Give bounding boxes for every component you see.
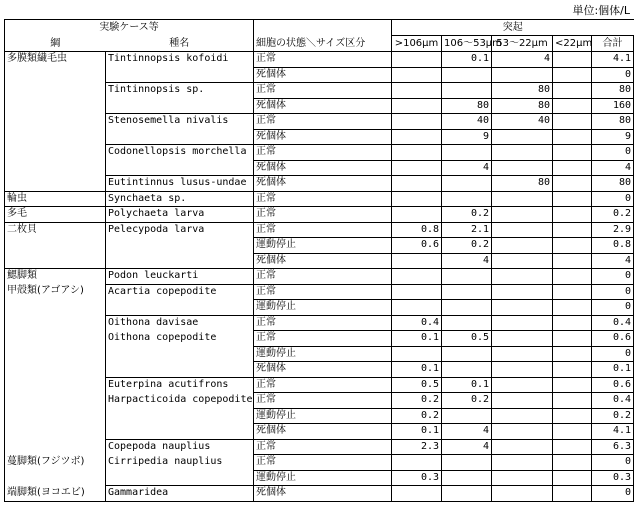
- total-cell: 4.1: [592, 424, 634, 440]
- value-cell-2: [442, 455, 492, 471]
- state-cell: 死個体: [254, 253, 392, 269]
- species-cell: Eutintinnus lusus-undae: [106, 176, 254, 192]
- value-cell-2: [442, 191, 492, 207]
- state-cell: 正常: [254, 269, 392, 285]
- class-cell: 甲殻類(アゴアシ): [5, 284, 106, 300]
- value-cell-2: 4: [442, 160, 492, 176]
- total-cell: 0: [592, 455, 634, 471]
- species-cell: [106, 253, 254, 269]
- class-header: 綱: [5, 36, 106, 52]
- value-cell-4: [553, 191, 592, 207]
- table-row: [5, 83, 634, 99]
- state-cell: 正常: [254, 52, 392, 68]
- value-cell-4: [553, 346, 592, 362]
- class-cell: [5, 346, 106, 362]
- value-cell-4: [553, 52, 592, 68]
- species-cell: Copepoda nauplius: [106, 439, 254, 455]
- value-cell-2: 4: [442, 424, 492, 440]
- class-cell: [5, 362, 106, 378]
- table-row: [5, 207, 634, 223]
- value-cell-2: [442, 145, 492, 161]
- species-cell: Acartia copepodite: [106, 284, 254, 300]
- table-row: [5, 98, 634, 114]
- value-cell-2: [442, 300, 492, 316]
- state-cell: 正常: [254, 377, 392, 393]
- class-cell: 多膜類繊毛虫: [5, 52, 106, 68]
- species-header: 種名: [106, 36, 254, 52]
- value-cell-1: 0.4: [392, 315, 442, 331]
- value-cell-1: [392, 455, 442, 471]
- state-cell: 正常: [254, 222, 392, 238]
- table-row: [5, 176, 634, 192]
- value-cell-2: [442, 67, 492, 83]
- table-row: [5, 160, 634, 176]
- value-cell-4: [553, 393, 592, 409]
- value-cell-3: [492, 160, 553, 176]
- value-cell-1: 0.2: [392, 408, 442, 424]
- species-cell: Oithona copepodite: [106, 331, 254, 347]
- value-cell-1: [392, 129, 442, 145]
- value-cell-3: 4: [492, 52, 553, 68]
- value-cell-4: [553, 269, 592, 285]
- species-cell: Gammaridea: [106, 486, 254, 502]
- value-cell-4: [553, 238, 592, 254]
- table-row: [5, 393, 634, 409]
- total-cell: 0.8: [592, 238, 634, 254]
- value-cell-1: [392, 52, 442, 68]
- value-cell-1: [392, 98, 442, 114]
- value-cell-3: 40: [492, 114, 553, 130]
- total-cell: 160: [592, 98, 634, 114]
- value-cell-2: 0.1: [442, 52, 492, 68]
- value-cell-1: [392, 176, 442, 192]
- class-cell: 多毛: [5, 207, 106, 223]
- class-cell: [5, 424, 106, 440]
- total-cell: 0: [592, 284, 634, 300]
- class-cell: [5, 408, 106, 424]
- table-row: [5, 362, 634, 378]
- value-cell-1: 0.1: [392, 424, 442, 440]
- total-cell: 0.6: [592, 331, 634, 347]
- species-cell: [106, 362, 254, 378]
- value-cell-3: [492, 439, 553, 455]
- value-cell-2: [442, 346, 492, 362]
- table-row: [5, 114, 634, 130]
- value-cell-2: [442, 408, 492, 424]
- class-cell: [5, 176, 106, 192]
- species-cell: Cirripedia nauplius: [106, 455, 254, 471]
- value-cell-3: [492, 455, 553, 471]
- value-cell-1: [392, 207, 442, 223]
- class-cell: [5, 331, 106, 347]
- species-cell: Euterpina acutifrons: [106, 377, 254, 393]
- value-cell-1: [392, 114, 442, 130]
- total-cell: 80: [592, 114, 634, 130]
- total-cell: 0: [592, 191, 634, 207]
- class-cell: [5, 83, 106, 99]
- state-cell: 正常: [254, 315, 392, 331]
- species-cell: Tintinnopsis kofoidi: [106, 52, 254, 68]
- species-cell: [106, 470, 254, 486]
- species-cell: Polychaeta larva: [106, 207, 254, 223]
- total-cell: 4: [592, 253, 634, 269]
- value-cell-1: [392, 346, 442, 362]
- class-cell: [5, 377, 106, 393]
- value-cell-3: [492, 253, 553, 269]
- total-cell: 0: [592, 300, 634, 316]
- value-cell-4: [553, 83, 592, 99]
- value-cell-3: [492, 470, 553, 486]
- total-cell: 80: [592, 83, 634, 99]
- table-row: [5, 300, 634, 316]
- state-cell: 運動停止: [254, 238, 392, 254]
- value-cell-2: 9: [442, 129, 492, 145]
- state-cell: 運動停止: [254, 470, 392, 486]
- species-cell: [106, 160, 254, 176]
- value-cell-4: [553, 222, 592, 238]
- total-cell: 0: [592, 67, 634, 83]
- value-cell-1: 0.6: [392, 238, 442, 254]
- value-cell-3: [492, 238, 553, 254]
- value-cell-3: [492, 222, 553, 238]
- state-cell: 正常: [254, 207, 392, 223]
- value-cell-2: 4: [442, 253, 492, 269]
- value-cell-3: [492, 424, 553, 440]
- value-cell-2: 0.1: [442, 377, 492, 393]
- value-cell-2: [442, 486, 492, 502]
- table-row: [5, 284, 634, 300]
- species-cell: Synchaeta sp.: [106, 191, 254, 207]
- species-cell: Tintinnopsis sp.: [106, 83, 254, 99]
- class-cell: [5, 160, 106, 176]
- value-cell-2: 0.2: [442, 207, 492, 223]
- table-row: [5, 269, 634, 285]
- value-cell-4: [553, 331, 592, 347]
- value-cell-2: 2.1: [442, 222, 492, 238]
- value-cell-4: [553, 98, 592, 114]
- value-cell-3: [492, 191, 553, 207]
- table-row: [5, 315, 634, 331]
- class-cell: [5, 300, 106, 316]
- species-cell: Stenosemella nivalis: [106, 114, 254, 130]
- size-header-3: 53〜22μm: [492, 36, 553, 52]
- state-cell: 正常: [254, 145, 392, 161]
- value-cell-4: [553, 207, 592, 223]
- size-header-4: <22μm: [553, 36, 592, 52]
- value-cell-3: 80: [492, 176, 553, 192]
- total-cell: 4.1: [592, 52, 634, 68]
- value-cell-1: 0.5: [392, 377, 442, 393]
- state-cell: 正常: [254, 331, 392, 347]
- value-cell-2: 0.2: [442, 238, 492, 254]
- class-cell: [5, 129, 106, 145]
- total-cell: 0.1: [592, 362, 634, 378]
- species-cell: [106, 129, 254, 145]
- value-cell-4: [553, 300, 592, 316]
- table-row: [5, 486, 634, 502]
- state-cell: 正常: [254, 191, 392, 207]
- value-cell-4: [553, 408, 592, 424]
- value-cell-3: [492, 315, 553, 331]
- table-row: [5, 408, 634, 424]
- table-row: [5, 346, 634, 362]
- value-cell-4: [553, 315, 592, 331]
- value-cell-2: 0.5: [442, 331, 492, 347]
- species-cell: Codonellopsis morchella: [106, 145, 254, 161]
- class-cell: 二枚貝: [5, 222, 106, 238]
- value-cell-1: [392, 486, 442, 502]
- header-row-2: [5, 36, 634, 52]
- value-cell-2: [442, 83, 492, 99]
- table-row: [5, 191, 634, 207]
- state-cell: 死個体: [254, 129, 392, 145]
- value-cell-4: [553, 424, 592, 440]
- class-cell: [5, 114, 106, 130]
- species-cell: Harpacticoida copepodite: [106, 393, 254, 409]
- state-cell: 正常: [254, 114, 392, 130]
- value-cell-1: [392, 160, 442, 176]
- species-cell: [106, 346, 254, 362]
- value-cell-4: [553, 129, 592, 145]
- state-cell: 死個体: [254, 98, 392, 114]
- value-cell-2: [442, 362, 492, 378]
- species-cell: [106, 408, 254, 424]
- total-cell: 6.3: [592, 439, 634, 455]
- total-cell: 9: [592, 129, 634, 145]
- value-cell-4: [553, 470, 592, 486]
- value-cell-2: [442, 269, 492, 285]
- total-cell: 0.4: [592, 315, 634, 331]
- value-cell-1: 0.1: [392, 362, 442, 378]
- value-cell-4: [553, 114, 592, 130]
- value-cell-1: [392, 253, 442, 269]
- total-cell: 0.3: [592, 470, 634, 486]
- table-row: [5, 238, 634, 254]
- state-cell: 死個体: [254, 160, 392, 176]
- table-row: [5, 377, 634, 393]
- table-row: [5, 129, 634, 145]
- table-row: [5, 222, 634, 238]
- value-cell-3: [492, 408, 553, 424]
- unit-label: 単位:個体/L: [572, 4, 630, 17]
- value-cell-4: [553, 145, 592, 161]
- total-cell: 0: [592, 145, 634, 161]
- value-cell-2: [442, 176, 492, 192]
- plankton-table: [4, 19, 634, 502]
- value-cell-4: [553, 160, 592, 176]
- table-row: [5, 439, 634, 455]
- header-row-1: [5, 20, 634, 36]
- value-cell-4: [553, 67, 592, 83]
- table-row: [5, 52, 634, 68]
- table-row: [5, 455, 634, 471]
- value-cell-4: [553, 486, 592, 502]
- species-cell: [106, 98, 254, 114]
- value-cell-2: 80: [442, 98, 492, 114]
- class-cell: 端脚類(ヨコエビ): [5, 486, 106, 502]
- class-cell: [5, 253, 106, 269]
- value-cell-4: [553, 176, 592, 192]
- value-cell-2: 40: [442, 114, 492, 130]
- state-cell: 正常: [254, 455, 392, 471]
- value-cell-4: [553, 377, 592, 393]
- state-cell: 正常: [254, 393, 392, 409]
- total-cell: 0.6: [592, 377, 634, 393]
- class-cell: [5, 439, 106, 455]
- class-cell: 蔓脚類(フジツボ): [5, 455, 106, 471]
- value-cell-1: [392, 269, 442, 285]
- table-row: [5, 470, 634, 486]
- species-cell: [106, 238, 254, 254]
- table-row: [5, 67, 634, 83]
- value-cell-2: [442, 470, 492, 486]
- state-cell: 正常: [254, 284, 392, 300]
- value-cell-3: [492, 331, 553, 347]
- total-cell: 2.9: [592, 222, 634, 238]
- value-cell-1: [392, 145, 442, 161]
- value-cell-4: [553, 455, 592, 471]
- total-header: 合計: [592, 36, 634, 52]
- value-cell-2: 4: [442, 439, 492, 455]
- value-cell-3: 80: [492, 83, 553, 99]
- species-cell: [106, 300, 254, 316]
- value-cell-4: [553, 362, 592, 378]
- state-header: 細胞の状態＼サイズ区分: [254, 36, 392, 52]
- value-cell-3: [492, 269, 553, 285]
- value-cell-2: [442, 284, 492, 300]
- total-cell: 4: [592, 160, 634, 176]
- class-cell: [5, 238, 106, 254]
- value-cell-3: [492, 362, 553, 378]
- value-cell-1: [392, 300, 442, 316]
- state-cell: 正常: [254, 439, 392, 455]
- state-cell: 死個体: [254, 67, 392, 83]
- value-cell-3: 80: [492, 98, 553, 114]
- species-cell: Podon leuckarti: [106, 269, 254, 285]
- value-cell-1: 0.1: [392, 331, 442, 347]
- state-cell: 運動停止: [254, 300, 392, 316]
- state-cell: 正常: [254, 83, 392, 99]
- size-header-1: >106μm: [392, 36, 442, 52]
- species-cell: [106, 424, 254, 440]
- class-cell: [5, 67, 106, 83]
- value-cell-3: [492, 67, 553, 83]
- size-header-2: 106〜53μm: [442, 36, 492, 52]
- value-cell-3: [492, 346, 553, 362]
- value-cell-3: [492, 284, 553, 300]
- value-cell-1: 0.3: [392, 470, 442, 486]
- value-cell-3: [492, 145, 553, 161]
- table-row: [5, 424, 634, 440]
- class-cell: [5, 470, 106, 486]
- class-cell: [5, 315, 106, 331]
- total-cell: 80: [592, 176, 634, 192]
- value-cell-2: [442, 315, 492, 331]
- group-header: 突起: [392, 20, 634, 36]
- total-cell: 0.2: [592, 408, 634, 424]
- value-cell-4: [553, 253, 592, 269]
- value-cell-2: 0.2: [442, 393, 492, 409]
- total-cell: 0.4: [592, 393, 634, 409]
- class-cell: 鰓脚類: [5, 269, 106, 285]
- value-cell-1: [392, 67, 442, 83]
- value-cell-3: [492, 129, 553, 145]
- total-cell: 0.2: [592, 207, 634, 223]
- state-cell: 死個体: [254, 176, 392, 192]
- value-cell-3: [492, 207, 553, 223]
- value-cell-3: [492, 486, 553, 502]
- value-cell-3: [492, 393, 553, 409]
- value-cell-4: [553, 284, 592, 300]
- class-cell: [5, 393, 106, 409]
- value-cell-1: [392, 83, 442, 99]
- value-cell-1: [392, 284, 442, 300]
- total-cell: 0: [592, 269, 634, 285]
- state-cell: 運動停止: [254, 346, 392, 362]
- state-cell: 死個体: [254, 424, 392, 440]
- species-cell: [106, 67, 254, 83]
- total-cell: 0: [592, 346, 634, 362]
- table-row: [5, 331, 634, 347]
- species-cell: Oithona davisae: [106, 315, 254, 331]
- species-cell: Pelecypoda larva: [106, 222, 254, 238]
- state-cell: 死個体: [254, 362, 392, 378]
- value-cell-1: 0.2: [392, 393, 442, 409]
- table-row: [5, 253, 634, 269]
- class-cell: 輪虫: [5, 191, 106, 207]
- value-cell-1: 2.3: [392, 439, 442, 455]
- value-cell-1: [392, 191, 442, 207]
- value-cell-3: [492, 300, 553, 316]
- class-cell: [5, 98, 106, 114]
- table-row: [5, 145, 634, 161]
- case-header: 実験ケース等: [5, 20, 254, 36]
- value-cell-4: [553, 439, 592, 455]
- value-cell-1: 0.8: [392, 222, 442, 238]
- state-cell: 死個体: [254, 486, 392, 502]
- state-cell: 運動停止: [254, 408, 392, 424]
- value-cell-3: [492, 377, 553, 393]
- total-cell: 0: [592, 486, 634, 502]
- class-cell: [5, 145, 106, 161]
